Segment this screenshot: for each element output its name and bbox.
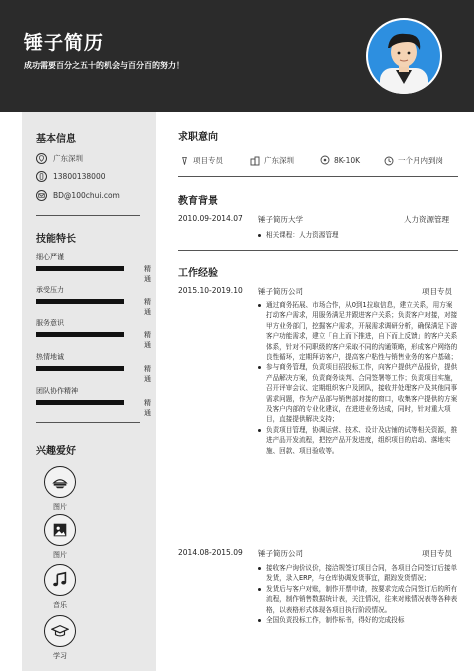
intent-city bbox=[250, 155, 294, 166]
hobby-item bbox=[42, 466, 78, 512]
skill-bar-fill bbox=[36, 366, 124, 371]
skill-level: 精通 bbox=[144, 399, 151, 417]
education-period: 2010.09-2014.07 bbox=[178, 214, 243, 223]
picture-icon bbox=[44, 514, 76, 546]
music-icon bbox=[44, 564, 76, 596]
intent-salary bbox=[320, 155, 360, 165]
divider bbox=[178, 250, 458, 251]
experience-title: 工作经验 bbox=[178, 268, 218, 279]
job-icon bbox=[180, 156, 189, 166]
list-item: 参与商务管理，负责项目招投标工作，向客户提供产品报价，提供产品解决方案，负责商务谈判、合同签署等工作；负责项目实施，召开评审会议、定期组织客户及团队，接收并处理客户及其他同事需求问题，作为产品部与销售部对接的窗口，收集客户提供的方案及客户内部的专业化建议，在进进业务达成，同时，针对重大项目，直接提供解决支持； bbox=[254, 362, 458, 424]
list-item: 全国负责投标工作，制作标书，得好的完成投标 bbox=[254, 615, 458, 625]
skill-bar bbox=[36, 366, 124, 371]
skill-label: 承受压力 bbox=[36, 286, 64, 294]
education-title: 教育背景 bbox=[178, 196, 218, 207]
avatar-portrait-icon bbox=[366, 18, 442, 94]
divider bbox=[36, 215, 140, 216]
contact-phone-text: 13800138000 bbox=[53, 172, 106, 181]
salary-icon bbox=[320, 155, 330, 165]
sidebar bbox=[22, 112, 156, 671]
skill-label: 细心严谨 bbox=[36, 253, 64, 261]
skill-level: 精通 bbox=[144, 365, 151, 383]
job-bullets bbox=[254, 563, 458, 625]
hobby-label: 图片 bbox=[53, 503, 67, 511]
intent-position-text: 项目专员 bbox=[193, 156, 223, 165]
basic-info-title: 基本信息 bbox=[36, 134, 76, 145]
skill-bar bbox=[36, 400, 124, 405]
job-period: 2014.08-2015.09 bbox=[178, 548, 243, 557]
job-period: 2015.10-2019.10 bbox=[178, 286, 243, 295]
job-role: 项目专员 bbox=[422, 287, 452, 296]
divider bbox=[178, 176, 458, 177]
hobby-label: 音乐 bbox=[53, 601, 67, 609]
skills-title: 技能特长 bbox=[36, 234, 76, 245]
location-icon bbox=[36, 153, 47, 164]
skill-bar-fill bbox=[36, 266, 124, 271]
intent-position bbox=[180, 155, 223, 166]
skill-bar-fill bbox=[36, 299, 124, 304]
hobby-label: 学习 bbox=[53, 652, 67, 660]
list-item: 通过商务拓展、市场合作，从0到1拉取信息，建立关系，用方案打动客户需求，用服务满足并跟进客户关系；负责客户对接，对接甲方业务部门，挖掘客户需求，开展需求调研分析，确保满足下游客户功能需求，建立「自上而下推进，自下而上反馈」的客户关系体系，针对不同职级的客户采取不同的沟通策略，形成客户网络的良性循环，定期拜访客户，提高客户粘性与销售业务的客户基础； bbox=[254, 300, 458, 362]
food-icon bbox=[44, 466, 76, 498]
list-item: 发货后与客户对账，制作开票申请，按要求完成合同签订后的所有流程，制作销售数据统计表，关注情况，往来对账情况表等各种表格，以表格形式体现各项目执行阶段情况。 bbox=[254, 584, 458, 615]
skill-label: 服务意识 bbox=[36, 319, 64, 327]
skill-level: 精通 bbox=[144, 331, 151, 349]
phone-icon bbox=[36, 171, 47, 182]
skill-label: 热情地诚 bbox=[36, 353, 64, 361]
skill-bar-fill bbox=[36, 400, 124, 405]
email-icon bbox=[36, 190, 47, 201]
hobbies-title: 兴趣爱好 bbox=[36, 446, 76, 457]
skill-level: 精通 bbox=[144, 265, 151, 283]
skill-label: 团队协作精神 bbox=[36, 387, 78, 395]
contact-location bbox=[36, 153, 83, 164]
contact-email-text: BD@100chui.com bbox=[53, 191, 120, 200]
city-icon bbox=[250, 156, 260, 166]
contact-phone bbox=[36, 171, 106, 182]
job-role: 项目专员 bbox=[422, 549, 452, 558]
hobby-item bbox=[42, 564, 78, 610]
skill-level: 精通 bbox=[144, 298, 151, 316]
education-school: 锤子简历大学 bbox=[258, 215, 303, 224]
resume-header bbox=[0, 0, 474, 112]
graduation-cap-icon bbox=[44, 615, 76, 647]
list-item: 负责项目管理，协调运营、技术、设计及店铺的试等相关资源，推进产品开发流程，把控产品开发进度，组织项目的启动、落地实施、回款、项目验收等。 bbox=[254, 425, 458, 456]
divider bbox=[36, 422, 140, 423]
intent-availability bbox=[384, 155, 443, 166]
education-courses bbox=[254, 230, 458, 240]
skill-bar bbox=[36, 332, 124, 337]
contact-location-text: 广东深圳 bbox=[53, 154, 83, 163]
skill-bar bbox=[36, 266, 124, 271]
clock-icon bbox=[384, 156, 394, 166]
hobby-item bbox=[42, 615, 78, 661]
job-company: 锤子简历公司 bbox=[258, 549, 303, 558]
intent-availability-text: 一个月内到岗 bbox=[398, 156, 443, 165]
skill-bar-fill bbox=[36, 332, 124, 337]
intent-salary-text: 8K-10K bbox=[334, 155, 361, 165]
resume-name: 锤子简历 bbox=[24, 32, 105, 54]
skill-bar bbox=[36, 299, 124, 304]
hobby-label: 图片 bbox=[53, 551, 67, 559]
job-intent-title: 求职意向 bbox=[178, 132, 218, 143]
intent-city-text: 广东深圳 bbox=[264, 156, 294, 165]
list-item: 接收客户询价议价，接洽规签订项目合同，各项目合同签订后接单发货，录入ERP，与仓库协调发货事宜，跟踪发货情况； bbox=[254, 563, 458, 584]
job-bullets bbox=[254, 300, 458, 456]
contact-email bbox=[36, 190, 120, 201]
list-item: 相关课程：人力资源管理 bbox=[254, 230, 458, 240]
avatar bbox=[366, 18, 442, 94]
resume-slogan: 成功需要百分之五十的机会与百分百的努力！ bbox=[24, 61, 184, 70]
education-major: 人力资源管理 bbox=[404, 215, 449, 224]
hobby-item bbox=[42, 514, 78, 560]
job-company: 锤子简历公司 bbox=[258, 287, 303, 296]
